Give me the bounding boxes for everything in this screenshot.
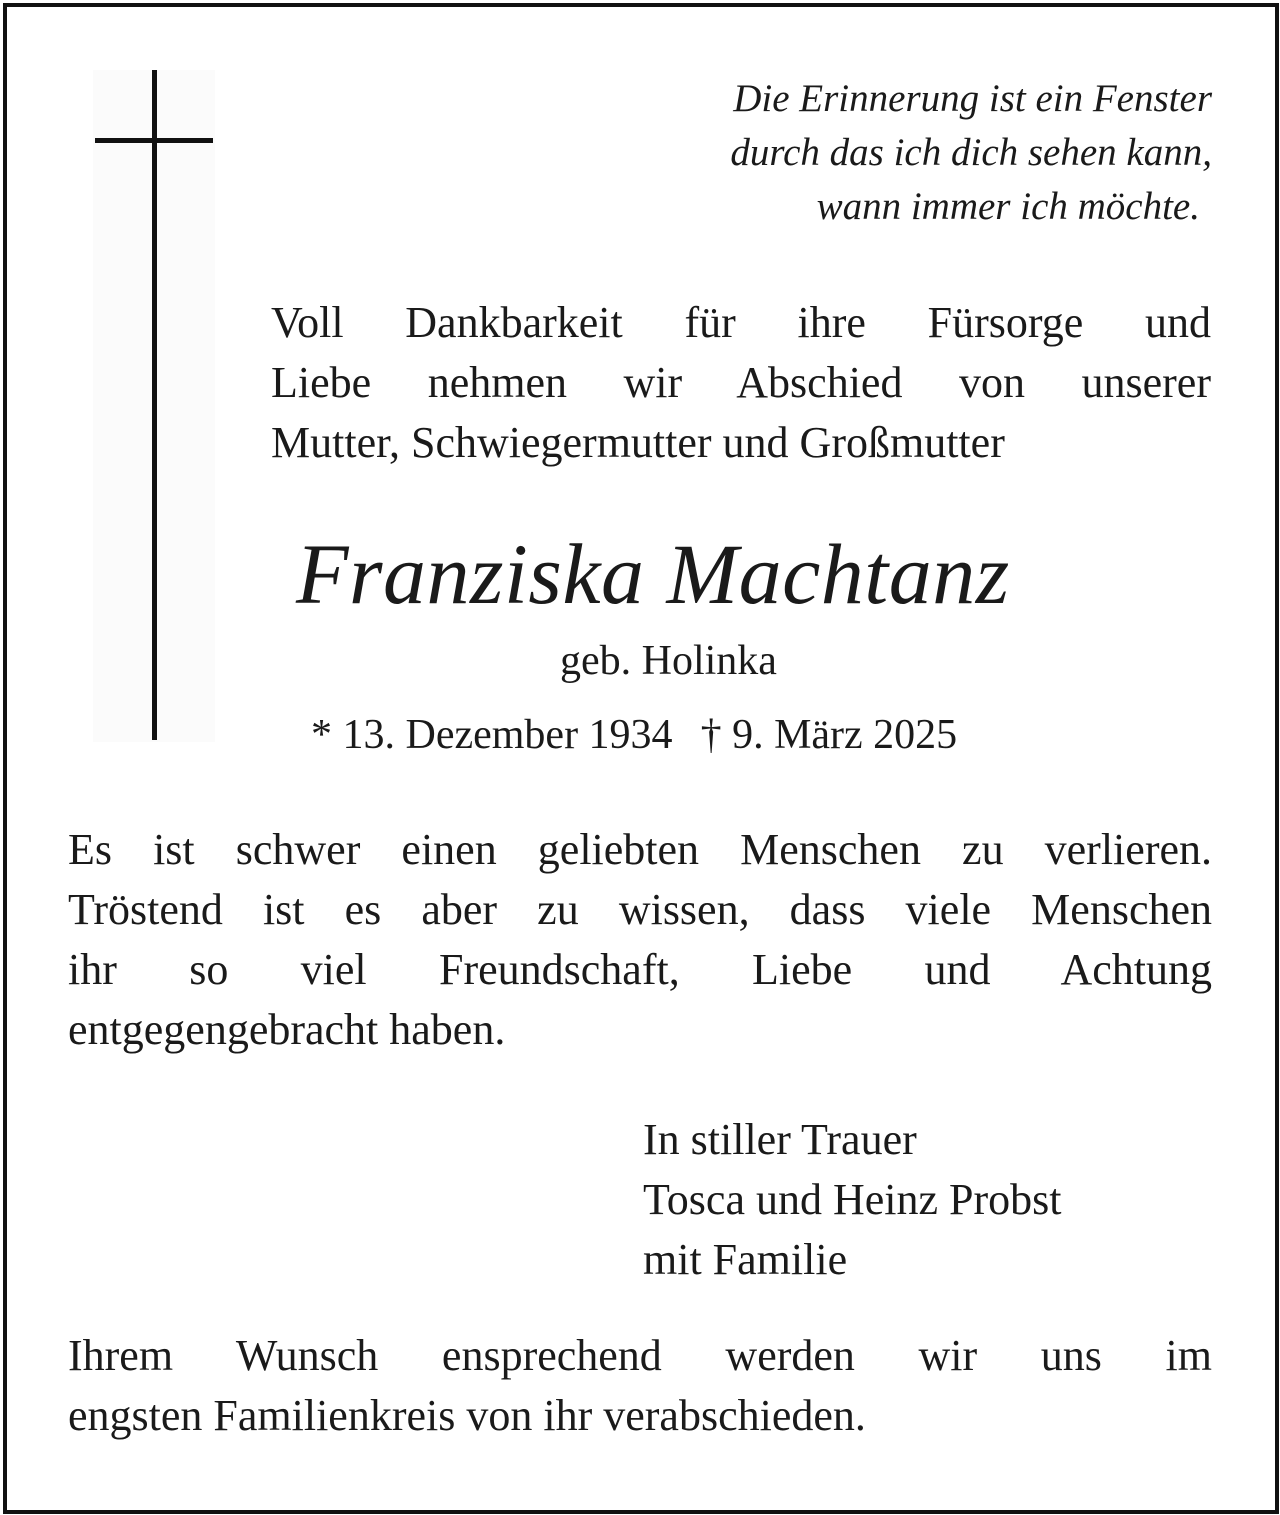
death-date: † 9. März 2025 — [700, 712, 958, 758]
condolence-paragraph — [68, 820, 1212, 1060]
signature-line: mit Familie — [643, 1235, 848, 1284]
quote-line: wann immer ich möchte. — [816, 185, 1200, 228]
intro-line: Voll Dankbarkeit für ihre Fürsorge und — [271, 298, 1211, 347]
quote-line: Die Erinnerung ist ein Fenster — [733, 77, 1212, 120]
signature-line: Tosca und Heinz Probst — [643, 1175, 1062, 1224]
quote-line: durch das ich dich sehen kann, — [730, 131, 1212, 174]
paragraph-line: engsten Familienkreis von ihr verabschieden. — [68, 1391, 866, 1440]
deceased-name: Franziska Machtanz — [296, 526, 1010, 622]
paragraph-line: Tröstend ist es aber zu wissen, dass viele Menschen — [68, 885, 1212, 934]
memorial-quote — [592, 72, 1212, 234]
intro-line: Liebe nehmen wir Abschied von unserer — [271, 358, 1211, 407]
paragraph-line: Ihrem Wunsch ensprechend werden wir uns im — [68, 1331, 1212, 1380]
maiden-name: geb. Holinka — [560, 638, 777, 684]
paragraph-line: Es ist schwer einen geliebten Menschen zu verlieren. — [68, 825, 1212, 874]
farewell-note — [68, 1326, 1212, 1446]
intro-text — [271, 293, 1211, 473]
cross-icon — [152, 70, 157, 740]
mourners-signature — [643, 1110, 1062, 1290]
signature-line: In stiller Trauer — [643, 1115, 917, 1164]
paragraph-line: entgegengebracht haben. — [68, 1005, 506, 1054]
paragraph-line: ihr so viel Freundschaft, Liebe und Achtung — [68, 945, 1212, 994]
intro-line: Mutter, Schwiegermutter und Großmutter — [271, 418, 1005, 467]
cross-icon-crossbar — [95, 138, 213, 143]
life-dates — [311, 707, 957, 763]
birth-date: * 13. Dezember 1934 — [311, 712, 673, 758]
